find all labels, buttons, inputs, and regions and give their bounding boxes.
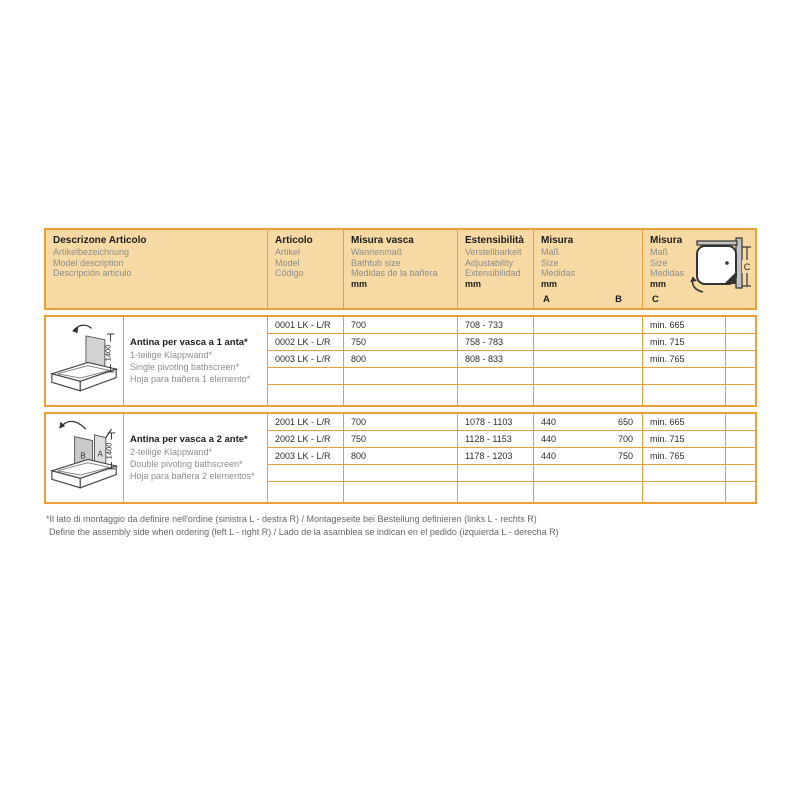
table-row bbox=[268, 465, 755, 482]
article-cell bbox=[268, 385, 344, 405]
size-c-cell: min. 765 bbox=[643, 448, 726, 464]
header-label: Misura bbox=[650, 235, 683, 246]
dimension-label: 1400 bbox=[103, 442, 113, 460]
header-label: Medidas de la bañera bbox=[351, 268, 438, 278]
product-spec-table bbox=[44, 228, 757, 539]
article-cell: 0003 LK - L/R bbox=[268, 351, 344, 367]
adjustability-cell: 808 - 833 bbox=[458, 351, 534, 367]
size-ab-cell bbox=[534, 368, 643, 384]
header-label: Model bbox=[275, 257, 300, 268]
bathtub-size-cell bbox=[344, 368, 458, 384]
size-b-value bbox=[633, 368, 642, 384]
empty-cell bbox=[726, 351, 755, 367]
adjustability-cell: 1178 - 1203 bbox=[458, 448, 534, 464]
double-bathscreen-illustration bbox=[47, 414, 123, 502]
size-c-cell bbox=[643, 385, 726, 405]
adjustability-cell bbox=[458, 482, 534, 502]
size-b-label: B bbox=[615, 294, 622, 305]
size-c-cell: min. 715 bbox=[643, 334, 726, 350]
bathtub-size-cell: 750 bbox=[344, 431, 458, 447]
header-label: Código bbox=[275, 268, 304, 278]
header-label: Misura bbox=[541, 235, 574, 246]
size-a-value: 440 bbox=[541, 451, 557, 461]
description-es: Hoja para bañera 1 elemento* bbox=[130, 374, 251, 384]
description-de: 1-teilige Klappwand* bbox=[130, 350, 213, 360]
size-ab-cell bbox=[534, 465, 643, 481]
size-c-cell bbox=[643, 465, 726, 481]
header-label: Artikelbezeichnung bbox=[53, 247, 130, 257]
adjustability-cell: 708 - 733 bbox=[458, 317, 534, 333]
pivoting-door-dimension-icon bbox=[689, 234, 751, 294]
adjustability-cell: 1078 - 1103 bbox=[458, 414, 534, 430]
product-illustration-cell bbox=[46, 317, 124, 405]
article-cell: 2002 LK - L/R bbox=[268, 431, 344, 447]
header-label: Artikel bbox=[275, 247, 301, 257]
table-row bbox=[268, 482, 755, 502]
size-c-cell: min. 765 bbox=[643, 351, 726, 367]
product-description-cell bbox=[124, 317, 268, 405]
header-label: Size bbox=[541, 257, 559, 268]
size-b-value: 650 bbox=[617, 417, 633, 427]
article-cell: 2001 LK - L/R bbox=[268, 414, 344, 430]
size-ab-cell bbox=[534, 334, 643, 350]
empty-cell bbox=[726, 448, 755, 464]
article-cell: 2003 LK - L/R bbox=[268, 448, 344, 464]
header-bathtub-size-column bbox=[344, 230, 458, 308]
bathtub-size-cell: 700 bbox=[344, 317, 458, 333]
table-row bbox=[268, 334, 755, 351]
table-row bbox=[268, 368, 755, 385]
header-unit-label: mm bbox=[541, 278, 558, 289]
header-unit-label: mm bbox=[650, 278, 667, 289]
header-description-column bbox=[46, 230, 268, 308]
article-cell bbox=[268, 482, 344, 502]
size-c-cell: min. 665 bbox=[643, 317, 726, 333]
bathtub-size-cell bbox=[344, 385, 458, 405]
header-label: Model description bbox=[53, 257, 124, 268]
size-c-sublabels bbox=[643, 294, 755, 306]
table-row bbox=[268, 385, 755, 405]
header-label: Extensibilidad bbox=[465, 268, 521, 278]
table-header-row bbox=[44, 228, 757, 310]
bathtub-size-cell bbox=[344, 465, 458, 481]
size-ab-cell bbox=[534, 448, 643, 464]
size-c-cell: min. 715 bbox=[643, 431, 726, 447]
article-cell bbox=[268, 465, 344, 481]
size-b-value: 700 bbox=[617, 434, 633, 444]
header-label: Medidas bbox=[650, 268, 685, 278]
group-rows bbox=[268, 317, 755, 405]
header-adjustability-column bbox=[458, 230, 534, 308]
table-row bbox=[268, 317, 755, 334]
size-b-value bbox=[633, 385, 642, 405]
size-c-cell bbox=[643, 368, 726, 384]
table-row bbox=[268, 431, 755, 448]
size-b-value bbox=[633, 351, 642, 367]
header-label: Descripción articulo bbox=[53, 268, 132, 278]
product-group-single-bathscreen bbox=[44, 315, 757, 407]
size-b-value bbox=[633, 334, 642, 350]
table-row bbox=[268, 414, 755, 431]
description-it: Antina per vasca a 1 anta* bbox=[130, 337, 248, 348]
header-unit-label: mm bbox=[351, 278, 368, 289]
size-ab-cell bbox=[534, 385, 643, 405]
empty-cell bbox=[726, 414, 755, 430]
empty-cell bbox=[726, 334, 755, 350]
header-size-ab-column bbox=[534, 230, 643, 308]
header-label: Verstellbarkeit bbox=[465, 247, 522, 257]
bathtub-size-cell: 800 bbox=[344, 351, 458, 367]
header-label: Misura vasca bbox=[351, 235, 414, 246]
size-c-cell bbox=[643, 482, 726, 502]
size-a-label: A bbox=[543, 294, 550, 305]
adjustability-cell bbox=[458, 368, 534, 384]
size-c-cell: min. 665 bbox=[643, 414, 726, 430]
product-illustration-cell bbox=[46, 414, 124, 502]
product-description-cell bbox=[124, 414, 268, 502]
product-group-double-bathscreen bbox=[44, 412, 757, 504]
empty-cell bbox=[726, 465, 755, 481]
size-a-value: 440 bbox=[541, 417, 557, 427]
size-a-value: 440 bbox=[541, 434, 557, 444]
size-ab-cell bbox=[534, 431, 643, 447]
size-c-label: C bbox=[652, 294, 659, 305]
adjustability-cell: 758 - 783 bbox=[458, 334, 534, 350]
description-en: Single pivoting bathscreen* bbox=[130, 362, 240, 372]
size-b-value: 750 bbox=[617, 451, 633, 461]
bathtub-size-cell: 800 bbox=[344, 448, 458, 464]
single-bathscreen-illustration bbox=[47, 317, 123, 405]
table-row bbox=[268, 448, 755, 465]
description-de: 2-teilige Klappwand* bbox=[130, 447, 213, 457]
header-label: Bathtub size bbox=[351, 257, 401, 268]
empty-cell bbox=[726, 368, 755, 384]
size-ab-cell bbox=[534, 482, 643, 502]
size-ab-sublabels bbox=[534, 294, 642, 306]
header-label: Articolo bbox=[275, 235, 313, 246]
description-it: Antina per vasca a 2 ante* bbox=[130, 434, 248, 445]
empty-cell bbox=[726, 431, 755, 447]
footnote-line-2: Define the assembly side when ordering (left L - right R) / Lado de la asamblea se indican en el pedido (izquierda L - derecha R) bbox=[49, 527, 559, 537]
empty-cell bbox=[726, 317, 755, 333]
footnote-line-1: *Il lato di montaggio da definire nell'ordine (sinistra L - destra R) / Montageseite bei Bestellung definieren (links L - rechts R) bbox=[46, 514, 537, 524]
size-b-value bbox=[633, 482, 642, 502]
bathtub-size-cell: 700 bbox=[344, 414, 458, 430]
adjustability-cell bbox=[458, 385, 534, 405]
size-ab-cell bbox=[534, 317, 643, 333]
size-ab-cell bbox=[534, 414, 643, 430]
article-cell bbox=[268, 368, 344, 384]
adjustability-cell bbox=[458, 465, 534, 481]
header-label: Size bbox=[650, 257, 668, 268]
table-row bbox=[268, 351, 755, 368]
header-label: Descrizone Articolo bbox=[53, 235, 147, 246]
size-b-value bbox=[633, 465, 642, 481]
empty-cell bbox=[726, 385, 755, 405]
header-article-column bbox=[268, 230, 344, 308]
article-cell: 0001 LK - L/R bbox=[268, 317, 344, 333]
header-label: Adjustability bbox=[465, 257, 514, 268]
icon-c-dimension-label: C bbox=[743, 262, 751, 272]
footnote bbox=[44, 513, 757, 539]
description-es: Hoja para bañera 2 elementos* bbox=[130, 471, 255, 481]
header-label: Maß bbox=[541, 247, 559, 257]
adjustability-cell: 1128 - 1153 bbox=[458, 431, 534, 447]
group-rows bbox=[268, 414, 755, 502]
empty-cell bbox=[726, 482, 755, 502]
header-unit-label: mm bbox=[465, 278, 482, 289]
size-ab-cell bbox=[534, 351, 643, 367]
article-cell: 0002 LK - L/R bbox=[268, 334, 344, 350]
header-label: Wannenmaß bbox=[351, 247, 403, 257]
bathtub-size-cell: 750 bbox=[344, 334, 458, 350]
size-b-value bbox=[633, 317, 642, 333]
header-label: Estensibilità bbox=[465, 235, 524, 246]
header-size-c-column bbox=[643, 230, 755, 308]
header-label: Maß bbox=[650, 247, 668, 257]
panel-a-label: A bbox=[96, 449, 103, 459]
bathtub-size-cell bbox=[344, 482, 458, 502]
header-label: Medidas bbox=[541, 268, 576, 278]
panel-b-label: B bbox=[79, 451, 86, 461]
dimension-label: 1400 bbox=[103, 344, 113, 362]
description-en: Double pivoting bathscreen* bbox=[130, 459, 243, 469]
